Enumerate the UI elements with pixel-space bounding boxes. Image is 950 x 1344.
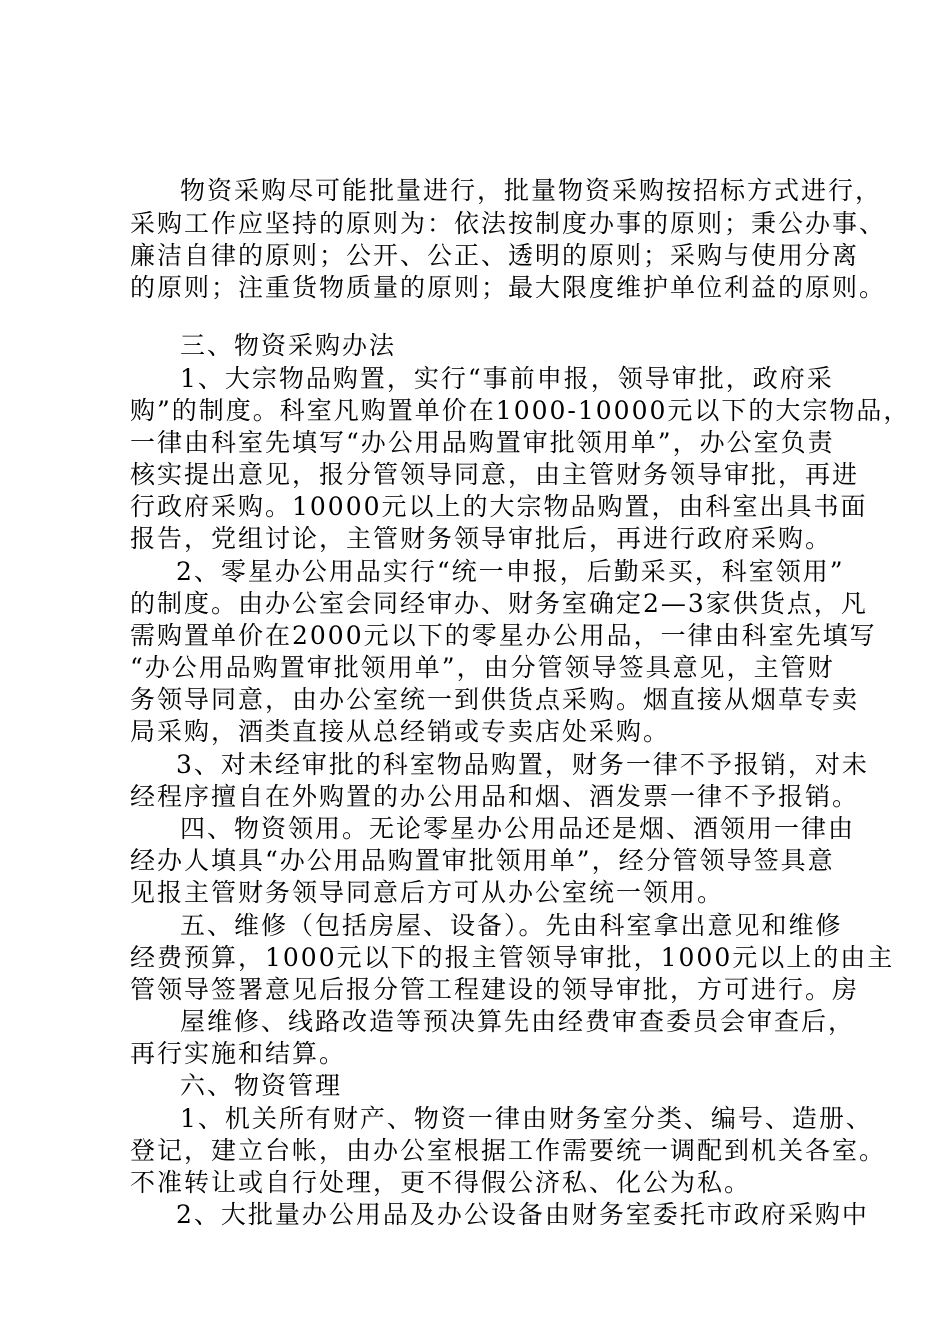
text-line: 不准转让或自行处理，更不得假公济私、化公为私。 [130,1168,752,1197]
text-line: 廉洁自律的原则；公开、公正、透明的原则；采购与使用分离 [130,241,860,270]
text-line: 见报主管财务领导同意后方可从办公室统一领用。 [130,878,725,907]
text-line: “办公用品购置审批领用单”，由分管领导签具意见，主管财 [130,653,835,682]
text-line: 3、对未经审批的科室物品购置，财务一律不予报销，对未 [176,750,869,779]
text-line: 1、大宗物品购置，实行“事前申报，领导审批，政府采 [180,364,834,393]
section-heading: 五、维修（包括房屋、设备）。先由科室拿出意见和维修 [180,911,843,940]
text-line: 核实提出意见，报分管领导同意，由主管财务领导审批，再进 [130,460,860,489]
text-line: 局采购，酒类直接从总经销或专卖店处采购。 [130,717,671,746]
text-line: 行政府采购。10000元以上的大宗物品购置，由科室出具书面 [130,492,868,521]
text-line: 需购置单价在2000元以下的零星办公用品，一律由科室先填写 [130,621,877,650]
section-heading: 六、物资管理 [180,1071,343,1100]
text-line: 一律由科室先填写“办公用品购置审批领用单”，办公室负责 [130,428,835,457]
text-line: 1、机关所有财产、物资一律由财务室分类、编号、造册、 [180,1104,873,1133]
text-line: 物资采购尽可能批量进行，批量物资采购按招标方式进行， [180,176,883,205]
text-line: 登记，建立台帐，由办公室根据工作需要统一调配到机关各室。 [130,1136,887,1165]
section-heading: 三、物资采购办法 [180,331,397,360]
text-line: 2、零星办公用品实行“统一申报，后勤采买，科室领用” [176,557,845,586]
text-line: 的原则；注重货物质量的原则；最大限度维护单位利益的原则。 [130,273,887,302]
text-line: 再行实施和结算。 [130,1039,347,1068]
text-line: 采购工作应坚持的原则为：依法按制度办事的原则；秉公办事、 [130,209,887,238]
text-line: 务领导同意，由办公室统一到供货点采购。烟直接从烟草专卖 [130,685,860,714]
text-line: 的制度。由办公室会同经审办、财务室确定2—3家供货点，凡 [130,589,868,618]
text-line: 经办人填具“办公用品购置审批领用单”，经分管领导签具意 [130,846,835,875]
text-line: 管领导签署意见后报分管工程建设的领导审批，方可进行。房 [130,975,860,1004]
text-line: 购”的制度。科室凡购置单价在1000-10000元以下的大宗物品， [130,396,911,425]
text-line: 经费预算，1000元以下的报主管领导审批，1000元以上的由主 [130,943,895,972]
section-heading: 四、物资领用。无论零星办公用品还是烟、酒领用一律由 [180,814,856,843]
text-line: 2、大批量办公用品及办公设备由财务室委托市政府采购中 [176,1200,869,1229]
text-line: 屋维修、线路改造等预决算先由经费审查委员会审查后， [180,1007,856,1036]
text-line: 经程序擅自在外购置的办公用品和烟、酒发票一律不予报销。 [130,782,860,811]
text-line: 报告，党组讨论，主管财务领导审批后，再进行政府采购。 [130,524,833,553]
